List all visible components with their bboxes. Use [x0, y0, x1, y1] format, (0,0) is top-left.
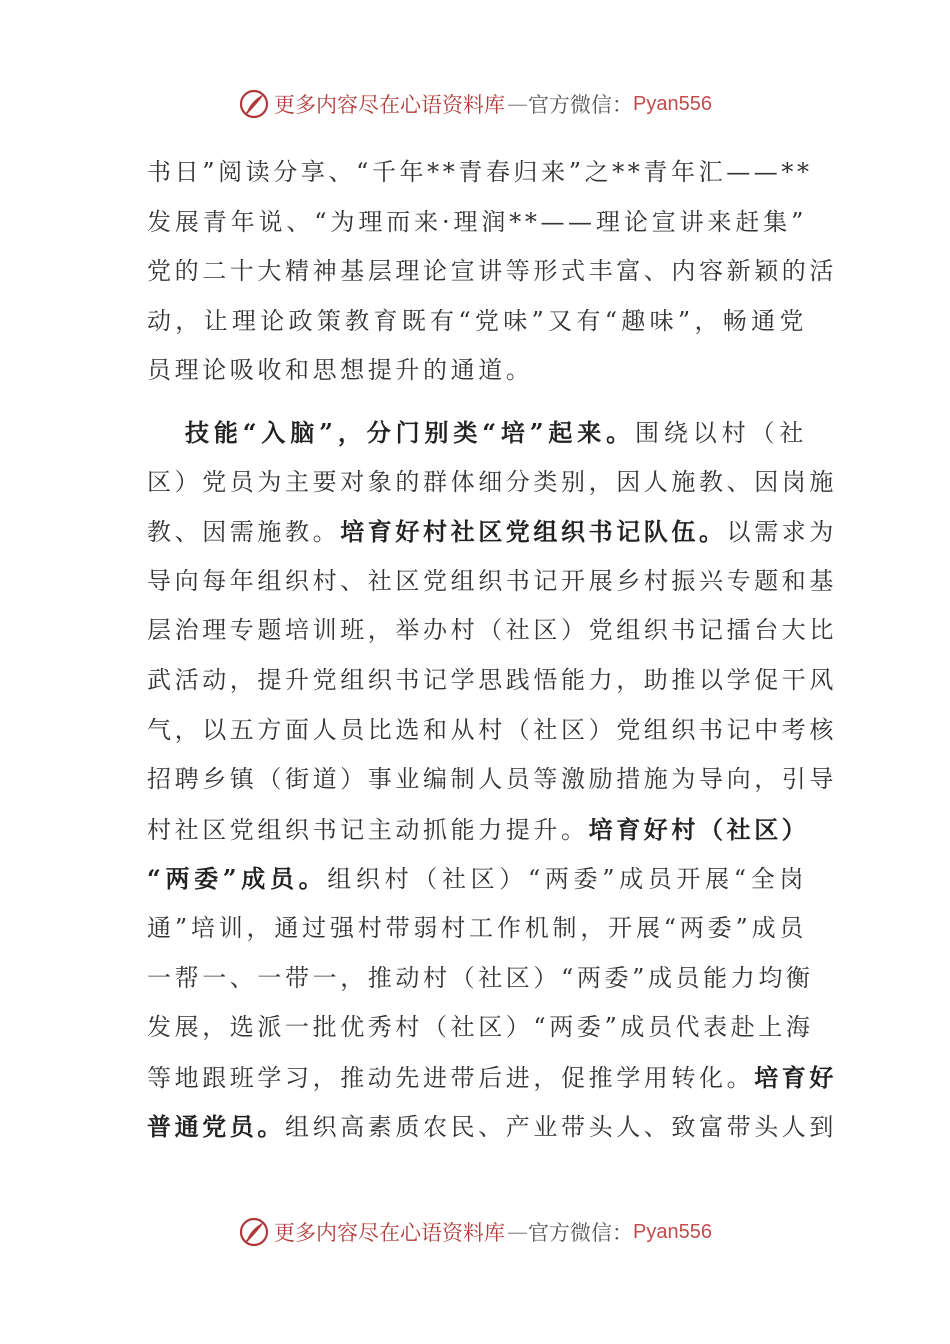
banner-wechat-label: 官方微信： [528, 93, 634, 117]
heading-members-cont: 普通党员。 [147, 1112, 285, 1142]
banner-wechat-id: Pyan556 [633, 92, 712, 115]
paragraph-line: 招聘乡镇（街道）事业编制人员等激励措施为导向，引导 [147, 765, 837, 794]
header-banner [0, 84, 950, 124]
paragraph-line [147, 854, 807, 904]
paragraph-line [147, 1053, 838, 1103]
paragraph-line [147, 805, 810, 855]
paragraph-line: 区）党员为主要对象的群体细分类别，因人施教、因岗施 [147, 467, 837, 496]
heading-members: 培育好 [754, 1062, 838, 1092]
banner-separator: — [507, 92, 527, 116]
banner-separator: — [507, 1220, 527, 1244]
heading-committee: 培育好村（社区） [588, 814, 810, 844]
text-run: 等地跟班学习，推动先进带后进，促推学用转化。 [147, 1063, 755, 1092]
paragraph-gap [147, 396, 807, 408]
paragraph-line: 气，以五方面人员比选和从村（社区）党组织书记中考核 [147, 715, 837, 744]
paragraph-line: 发展，选派一批优秀村（社区）“两委”成员代表赴上海 [147, 1013, 814, 1042]
paragraph-line: 武活动，提升党组织书记学思践悟能力，助推以学促干风 [147, 665, 837, 694]
paragraph-line: 党的二十大精神基层理论宣讲等形式丰富、内容新颖的活 [147, 257, 837, 286]
document-body [147, 148, 838, 1152]
text-run: 以需求为 [726, 518, 838, 547]
paragraph-line [147, 507, 838, 557]
banner-main-text: 更多内容尽在心语资料库 [274, 93, 506, 117]
footer-banner [0, 1212, 950, 1252]
paragraph-line: 书日”阅读分享、“千年**青春归来”之**青年汇——** [147, 158, 813, 186]
text-run: 围绕以村（社 [635, 418, 807, 447]
text-run: 教、因需施教。 [147, 518, 341, 547]
heading-committee-cont: “两委”成员。 [147, 864, 328, 894]
paragraph-1 [147, 148, 837, 396]
paragraph-line [147, 1102, 837, 1152]
pen-feather-logo-icon [238, 88, 270, 120]
text-run: 村社区党组织书记主动抓能力提升。 [147, 815, 589, 844]
text-run: 组织村（社区）“两委”成员开展“全岗 [327, 865, 808, 894]
heading-skills: 技能“入脑”，分门别类“培”起来。 [185, 417, 636, 447]
paragraph-2 [147, 408, 838, 1152]
heading-secretary: 培育好村社区党组织书记队伍。 [340, 517, 727, 547]
paragraph-line: 发展青年说、“为理而来·理润**——理论宣讲来赶集” [147, 207, 807, 236]
paragraph-line: 层治理专题培训班，举办村（社区）党组织书记擂台大比 [147, 616, 837, 645]
paragraph-line: 一帮一、一带一，推动村（社区）“两委”成员能力均衡 [147, 963, 814, 992]
pen-feather-logo-icon [238, 1216, 270, 1248]
paragraph-line [147, 408, 807, 458]
paragraph-line: 导向每年组织村、社区党组织书记开展乡村振兴专题和基 [147, 566, 837, 595]
paragraph-line: 员理论吸收和思想提升的通道。 [147, 356, 534, 385]
paragraph-line: 通”培训，通过强村带弱村工作机制，开展“两委”成员 [147, 913, 807, 942]
paragraph-line: 动，让理论政策教育既有“党味”又有“趣味”，畅通党 [147, 306, 807, 335]
banner-main-text: 更多内容尽在心语资料库 [274, 1221, 506, 1245]
text-run: 组织高素质农民、产业带头人、致富带头人到 [285, 1113, 837, 1142]
banner-wechat-label: 官方微信： [528, 1221, 634, 1245]
banner-wechat-id: Pyan556 [633, 1220, 712, 1243]
